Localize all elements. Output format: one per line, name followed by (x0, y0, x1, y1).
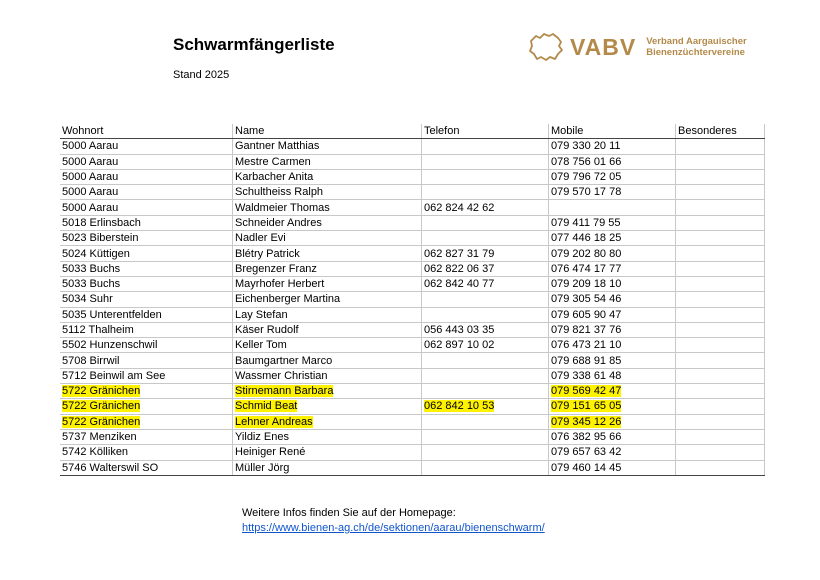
cell-mobile-text: 079 796 72 05 (551, 171, 622, 184)
cell-wohnort-text: 5712 Beinwil am See (62, 369, 166, 382)
table-row (60, 246, 765, 261)
aargau-map-icon (528, 32, 564, 62)
cell-wohnort (60, 353, 233, 368)
cell-besonderes (676, 460, 765, 475)
cell-telefon (422, 200, 549, 215)
cell-wohnort (60, 399, 233, 414)
cell-name-text: Nadler Evi (235, 232, 286, 245)
cell-mobile (549, 414, 676, 429)
cell-wohnort (60, 445, 233, 460)
cell-wohnort-text: 5708 Birrwil (62, 354, 120, 367)
cell-mobile-text: 079 345 12 26 (551, 415, 622, 428)
cell-besonderes (676, 231, 765, 246)
cell-mobile-text: 076 382 95 66 (551, 431, 622, 444)
table-row (60, 139, 765, 154)
cell-telefon (422, 307, 549, 322)
cell-wohnort (60, 307, 233, 322)
cell-mobile (549, 353, 676, 368)
cell-telefon (422, 353, 549, 368)
cell-name-text: Karbacher Anita (235, 171, 314, 184)
table-row (60, 292, 765, 307)
cell-mobile (549, 231, 676, 246)
cell-name-text: Gantner Matthias (235, 140, 320, 153)
cell-wohnort-text: 5035 Unterentfelden (62, 308, 162, 321)
cell-name (233, 169, 422, 184)
cell-name (233, 261, 422, 276)
page-title: Schwarmfängerliste (173, 35, 335, 54)
cell-besonderes (676, 215, 765, 230)
table-row (60, 429, 765, 444)
swarm-catcher-table (60, 124, 765, 476)
cell-besonderes (676, 445, 765, 460)
cell-besonderes (676, 139, 765, 154)
cell-telefon (422, 139, 549, 154)
cell-telefon (422, 292, 549, 307)
cell-wohnort-text: 5033 Buchs (62, 262, 121, 275)
cell-wohnort (60, 414, 233, 429)
cell-besonderes (676, 261, 765, 276)
cell-name-text: Schultheiss Ralph (235, 186, 324, 199)
cell-besonderes (676, 429, 765, 444)
table-row (60, 384, 765, 399)
table-header-row (60, 124, 765, 139)
cell-mobile (549, 429, 676, 444)
cell-mobile (549, 368, 676, 383)
cell-besonderes (676, 246, 765, 261)
cell-besonderes (676, 353, 765, 368)
cell-telefon (422, 414, 549, 429)
cell-name (233, 399, 422, 414)
cell-name (233, 307, 422, 322)
cell-mobile-text: 079 570 17 78 (551, 186, 622, 199)
cell-mobile-text: 079 411 79 55 (551, 216, 621, 229)
cell-wohnort-text: 5112 Thalheim (62, 324, 134, 336)
cell-mobile-text: 079 338 61 48 (551, 369, 622, 382)
cell-mobile (549, 139, 676, 154)
cell-telefon-text: 062 842 40 77 (424, 278, 495, 291)
cell-wohnort-text: 5034 Suhr (62, 293, 113, 306)
cell-name-text: Schmid Beat (235, 400, 298, 413)
cell-name (233, 215, 422, 230)
cell-besonderes (676, 154, 765, 169)
cell-name-text: Mestre Carmen (235, 155, 311, 168)
column-header-name: Name (233, 124, 422, 139)
cell-telefon-text: 056 443 03 35 (424, 324, 495, 336)
cell-name-text: Müller Jörg (235, 461, 290, 474)
cell-wohnort-text: 5722 Gränichen (62, 415, 141, 428)
cell-wohnort (60, 246, 233, 261)
cell-wohnort (60, 169, 233, 184)
cell-besonderes (676, 276, 765, 291)
footer-info (242, 506, 545, 536)
cell-mobile (549, 322, 676, 337)
cell-telefon (422, 261, 549, 276)
cell-mobile-text: 078 756 01 66 (551, 155, 622, 168)
cell-mobile-text: 076 474 17 77 (551, 262, 622, 275)
cell-wohnort-text: 5722 Gränichen (62, 385, 141, 398)
cell-name-text: Lehner Andreas (235, 415, 313, 428)
table-row (60, 154, 765, 169)
cell-wohnort-text: 5024 Küttigen (62, 247, 130, 260)
cell-name (233, 246, 422, 261)
cell-name (233, 353, 422, 368)
cell-mobile (549, 399, 676, 414)
cell-telefon (422, 384, 549, 399)
table-body (60, 139, 765, 476)
cell-wohnort-text: 5023 Biberstein (62, 232, 139, 245)
cell-wohnort-text: 5502 Hunzenschwil (62, 339, 158, 352)
cell-mobile-text: 079 460 14 45 (551, 461, 622, 474)
cell-mobile (549, 185, 676, 200)
cell-name-text: Heiniger René (235, 446, 306, 459)
cell-name (233, 429, 422, 444)
cell-name-text: Yildiz Enes (235, 431, 290, 444)
table-row (60, 307, 765, 322)
table-row (60, 338, 765, 353)
table-row (60, 353, 765, 368)
cell-telefon-text: 062 824 42 62 (424, 201, 495, 214)
cell-telefon-text: 062 822 06 37 (424, 262, 495, 275)
cell-wohnort (60, 231, 233, 246)
column-header-telefon: Telefon (422, 124, 549, 139)
cell-name (233, 292, 422, 307)
cell-besonderes (676, 368, 765, 383)
cell-telefon (422, 368, 549, 383)
cell-besonderes (676, 185, 765, 200)
cell-wohnort (60, 139, 233, 154)
cell-name-text: Lay Stefan (235, 308, 288, 321)
cell-mobile-text: 079 657 63 42 (551, 446, 622, 459)
cell-telefon-text: 062 842 10 53 (424, 400, 495, 413)
cell-mobile (549, 154, 676, 169)
cell-wohnort (60, 322, 233, 337)
table-row (60, 169, 765, 184)
cell-telefon-text: 062 827 31 79 (424, 247, 495, 260)
cell-mobile (549, 261, 676, 276)
cell-name (233, 460, 422, 475)
table-row (60, 231, 765, 246)
cell-telefon (422, 154, 549, 169)
cell-name-text: Baumgartner Marco (235, 354, 333, 367)
cell-mobile-text: 079 688 91 85 (551, 354, 622, 367)
cell-telefon (422, 276, 549, 291)
cell-mobile (549, 384, 676, 399)
cell-wohnort (60, 292, 233, 307)
column-header-besonderes: Besonderes (676, 124, 765, 139)
table-row (60, 261, 765, 276)
cell-wohnort (60, 261, 233, 276)
cell-mobile-text: 079 202 80 80 (551, 247, 622, 260)
cell-wohnort-text: 5000 Aarau (62, 171, 119, 184)
cell-wohnort (60, 276, 233, 291)
cell-name (233, 322, 422, 337)
page-subtitle: Stand 2025 (173, 69, 230, 81)
logo-abbreviation: VABV (570, 33, 637, 60)
cell-mobile (549, 460, 676, 475)
table-row (60, 215, 765, 230)
cell-wohnort-text: 5722 Gränichen (62, 400, 141, 413)
cell-name (233, 368, 422, 383)
table-row (60, 414, 765, 429)
column-header-wohnort: Wohnort (60, 124, 233, 139)
cell-wohnort (60, 215, 233, 230)
cell-mobile-text: 077 446 18 25 (551, 232, 622, 245)
cell-mobile-text: 079 209 18 10 (551, 278, 622, 291)
vabv-logo (528, 30, 747, 64)
cell-name (233, 231, 422, 246)
cell-besonderes (676, 414, 765, 429)
cell-name (233, 384, 422, 399)
cell-name-text: Mayrhofer Herbert (235, 278, 325, 291)
column-header-mobile: Mobile (549, 124, 676, 139)
cell-besonderes (676, 338, 765, 353)
table-row (60, 276, 765, 291)
cell-name (233, 445, 422, 460)
cell-telefon-text: 062 897 10 02 (424, 339, 495, 352)
cell-besonderes (676, 307, 765, 322)
homepage-link[interactable]: https://www.bienen-ag.ch/de/sektionen/aarau/bienenschwarm/ (242, 522, 545, 534)
cell-mobile (549, 215, 676, 230)
cell-telefon (422, 215, 549, 230)
logo-name-line: Verband Aargauischer (646, 36, 747, 47)
cell-wohnort-text: 5737 Menziken (62, 431, 137, 444)
cell-telefon (422, 322, 549, 337)
cell-wohnort-text: 5742 Kölliken (62, 446, 129, 459)
cell-telefon (422, 246, 549, 261)
logo-organization-name (646, 36, 747, 58)
cell-name (233, 154, 422, 169)
cell-mobile-text: 076 473 21 10 (551, 339, 622, 352)
cell-mobile-text: 079 821 37 76 (551, 324, 622, 336)
logo-name-line: Bienenzüchtervereine (646, 47, 745, 58)
cell-mobile (549, 307, 676, 322)
cell-telefon (422, 169, 549, 184)
cell-mobile-text: 079 305 54 46 (551, 293, 622, 306)
footer-text: Weitere Infos finden Sie auf der Homepage: (242, 507, 456, 519)
cell-wohnort (60, 368, 233, 383)
cell-name-text: Blétry Patrick (235, 247, 300, 260)
cell-name (233, 414, 422, 429)
cell-telefon (422, 445, 549, 460)
cell-wohnort (60, 185, 233, 200)
cell-mobile-text: 079 569 42 47 (551, 385, 622, 398)
table-row (60, 460, 765, 475)
cell-name-text: Stirnemann Barbara (235, 385, 334, 398)
cell-wohnort (60, 200, 233, 215)
table-row (60, 185, 765, 200)
cell-name (233, 276, 422, 291)
cell-wohnort-text: 5746 Walterswil SO (62, 461, 159, 474)
cell-wohnort (60, 384, 233, 399)
table-row (60, 399, 765, 414)
cell-mobile (549, 445, 676, 460)
table-row (60, 200, 765, 215)
cell-telefon (422, 399, 549, 414)
cell-name (233, 139, 422, 154)
cell-mobile-text: 079 151 65 05 (551, 400, 622, 413)
cell-besonderes (676, 322, 765, 337)
cell-besonderes (676, 200, 765, 215)
cell-mobile (549, 338, 676, 353)
cell-name-text: Keller Tom (235, 339, 287, 352)
cell-wohnort-text: 5000 Aarau (62, 201, 119, 214)
cell-wohnort-text: 5033 Buchs (62, 278, 121, 291)
cell-telefon (422, 460, 549, 475)
cell-mobile-text: 079 605 90 47 (551, 308, 622, 321)
cell-wohnort (60, 460, 233, 475)
cell-name-text: Käser Rudolf (235, 324, 299, 336)
cell-mobile (549, 169, 676, 184)
cell-wohnort (60, 154, 233, 169)
cell-name-text: Eichenberger Martina (235, 293, 341, 306)
cell-besonderes (676, 169, 765, 184)
cell-telefon (422, 231, 549, 246)
table-row (60, 322, 765, 337)
cell-wohnort-text: 5000 Aarau (62, 155, 119, 168)
cell-telefon (422, 185, 549, 200)
cell-name-text: Schneider Andres (235, 216, 322, 229)
cell-name-text: Waldmeier Thomas (235, 201, 330, 214)
cell-mobile (549, 292, 676, 307)
cell-wohnort-text: 5000 Aarau (62, 140, 119, 153)
cell-name-text: Wassmer Christian (235, 369, 328, 382)
cell-name (233, 185, 422, 200)
table-row (60, 445, 765, 460)
cell-besonderes (676, 292, 765, 307)
cell-name-text: Bregenzer Franz (235, 262, 317, 275)
table-row (60, 368, 765, 383)
cell-wohnort-text: 5000 Aarau (62, 186, 119, 199)
cell-besonderes (676, 384, 765, 399)
cell-wohnort (60, 429, 233, 444)
cell-mobile (549, 200, 676, 215)
cell-telefon (422, 338, 549, 353)
cell-mobile-text: 079 330 20 11 (551, 140, 621, 153)
cell-wohnort (60, 338, 233, 353)
cell-name (233, 200, 422, 215)
cell-name (233, 338, 422, 353)
cell-mobile (549, 276, 676, 291)
cell-telefon (422, 429, 549, 444)
cell-mobile (549, 246, 676, 261)
cell-besonderes (676, 399, 765, 414)
cell-wohnort-text: 5018 Erlinsbach (62, 216, 141, 229)
